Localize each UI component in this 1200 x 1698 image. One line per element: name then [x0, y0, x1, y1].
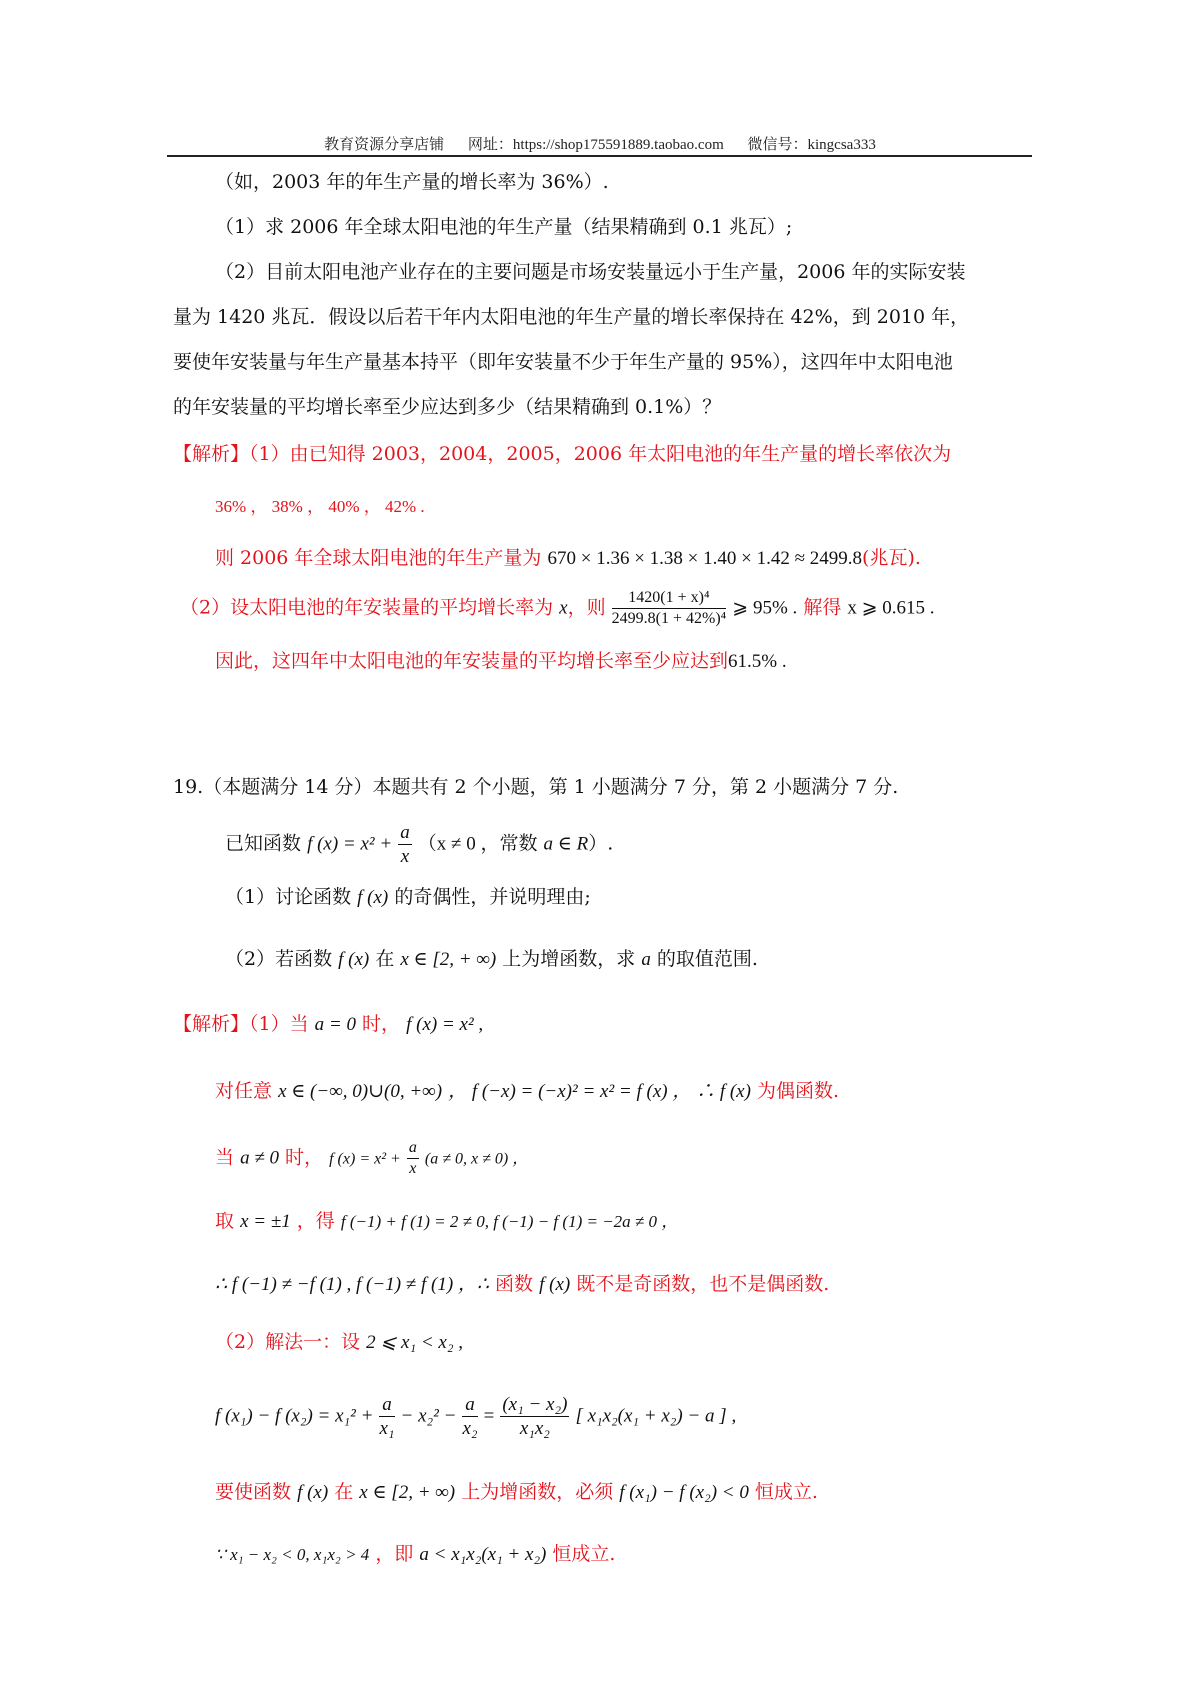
- q19-given: 已知函数 f (x) = x² + $\frac{a}{x}$ （x ≠ 0 ，常数 a ∈ R）.: [225, 822, 614, 867]
- q18-solution-rates: 36% ， 38% ， 40% ， 42% .: [215, 497, 425, 516]
- q19-sol-line1: 【解析】（1）当 a = 0 时， f (x) = x² ,: [173, 1013, 484, 1035]
- q18-part1: （1）求 2006 年全球太阳电池的年生产量（结果精确到 0.1 兆瓦）;: [215, 216, 793, 238]
- page-header: [0, 133, 1200, 154]
- product-expression: 670 × 1.36 × 1.38 × 1.40 × 1.42 ≈ 2499.8: [547, 548, 863, 569]
- q19-sol-line7: f (x₁) − f (x₂) = x₁² + $\frac{a}{\text{x₁}}$ − x₂² − $\frac{a}{\text{x₂}}$ = $\frac{\text{(x₁ − x₂)}}{\text{x₁x₂}}$ [ x₁x₂(x₁ + x₂) − a ] ,: [215, 1394, 737, 1439]
- header-rule: [167, 155, 1032, 157]
- q19-sol-line4: 取 x = ±1 ，得 f (−1) + f (1) = 2 ≠ 0, f (−1) − f (1) = −2a ≠ 0 ，: [215, 1210, 679, 1232]
- q18-solution-line1: 【解析】（1）由已知得 2003，2004，2005，2006 年太阳电池的年生产量的增长率依次为: [173, 443, 952, 465]
- q18-part2-line1: （2）目前太阳电池产业存在的主要问题是市场安装量远小于生产量，2006 年的实际安装: [215, 261, 966, 283]
- q19-part1: （1）讨论函数 f (x) 的奇偶性，并说明理由;: [225, 886, 591, 908]
- q18-solution-line3: 则 2006 年全球太阳电池的年生产量为 670 × 1.36 × 1.38 × 1.40 × 1.42 ≈ 2499.8(兆瓦).: [215, 547, 921, 569]
- header-wechat: 微信号：kingcsa333: [747, 137, 876, 153]
- q18-part2-line2: 量为 1420 兆瓦．假设以后若干年内太阳电池的年生产量的增长率保持在 42%，到 2010 年，: [173, 306, 970, 328]
- q19-sol-line9: ∵ x₁ − x₂ < 0, x₁x₂ > 4 ，即 a < x₁x₂(x₁ + x₂) 恒成立.: [215, 1543, 616, 1565]
- solution-tag: 【解析】: [173, 443, 250, 465]
- q19-part2: （2）若函数 f (x) 在 x ∈ [2, + ∞) 上为增函数，求 a 的取值范围.: [225, 948, 758, 970]
- solution-tag: 【解析】: [173, 1013, 250, 1035]
- q19-title: 19.（本题满分 14 分）本题共有 2 个小题，第 1 小题满分 7 分，第 2 小题满分 7 分.: [173, 776, 899, 798]
- header-shop: 教育资源分享店铺: [324, 137, 445, 153]
- q18-part2-line3: 要使年安装量与年生产量基本持平（即年安装量不少于年生产量的 95%），这四年中太阳电池: [173, 351, 953, 373]
- q18-part2-line4: 的年安装量的平均增长率至少应达到多少（结果精确到 0.1%）？: [173, 396, 722, 418]
- fraction-install: $\frac{\text{1420(1 + x)⁴}}{\text{2499.8(1 + 42\%)⁴}}$: [611, 589, 727, 627]
- header-url: 网址：https://shop175591889.taobao.com: [467, 137, 724, 153]
- q18-solution-line5: 因此，这四年中太阳电池的年安装量的平均增长率至少应达到61.5% .: [215, 650, 787, 672]
- q19-sol-line3: 当 a ≠ 0 时， f (x) = x² + $\frac{a}{x}$ (a ≠ 0, x ≠ 0) ，: [215, 1139, 529, 1177]
- q19-sol-line8: 要使函数 f (x) 在 x ∈ [2, + ∞) 上为增函数，必须 f (x₁) − f (x₂) < 0 恒成立.: [215, 1481, 818, 1503]
- q19-sol-line5: ∴ f (−1) ≠ −f (1) , f (−1) ≠ f (1) ，∴ 函数 f (x) 既不是奇函数，也不是偶函数.: [215, 1273, 830, 1295]
- q18-cont: （如，2003 年的年生产量的增长率为 36%）.: [215, 171, 609, 193]
- q19-sol-line2: 对任意 x ∈ (−∞, 0)∪(0, +∞) ， f (−x) = (−x)² = x² = f (x) ， ∴ f (x) 为偶函数.: [215, 1080, 840, 1102]
- q18-solution-line4: （2）设太阳电池的年安装量的平均增长率为 x，则 $\frac{\text{1420(1 + x)⁴}}{\text{2499.8(1 + 42\%)⁴}}$ ⩾ 95% . 解得 x ⩾ 0.615 .: [180, 589, 935, 627]
- q19-sol-line6: （2）解法一：设 2 ⩽ x₁ < x₂ ,: [215, 1331, 463, 1353]
